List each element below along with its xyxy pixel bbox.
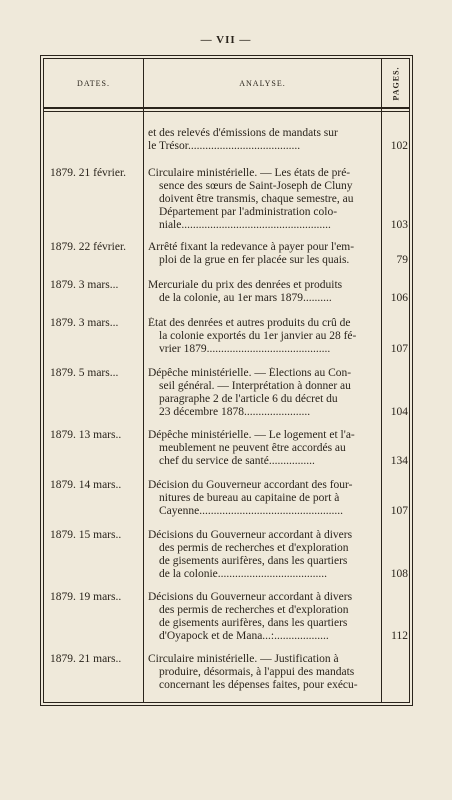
entry-analysis <box>148 529 376 581</box>
analysis-line: la colonie exportés du 1er janvier au 28 fé- <box>159 330 357 342</box>
analysis-line: Décision du Gouverneur accordant des four- <box>148 479 353 491</box>
entry-analysis <box>148 591 376 643</box>
analysis-line: Décisions du Gouverneur accordant à divers <box>148 591 353 603</box>
analysis-line: sence des sœurs de Saint-Joseph de Cluny <box>159 180 353 192</box>
analysis-line: le Trésor....................................... <box>148 140 301 152</box>
analysis-line: paragraphe 2 de l'article 6 du décret du <box>159 393 338 405</box>
analysis-line: nitures de bureau au capitaine de port à <box>159 492 340 504</box>
analysis-line: concernant les dépenses faites, pour exécu- <box>159 679 358 691</box>
header-dates: DATES. <box>77 78 110 88</box>
entry-date: 1879. 19 mars.. <box>50 591 122 603</box>
entry-analysis <box>148 241 376 267</box>
entry-page-number: 79 <box>396 254 408 266</box>
entry-analysis <box>148 479 376 518</box>
entry-date: 1879. 3 mars... <box>50 317 119 329</box>
analysis-line: de gisements aurifères, dans les quartiers <box>159 555 348 567</box>
header-rule-thin <box>44 111 409 112</box>
analysis-line: Dépêche ministérielle. — Le logement et l'a- <box>148 429 355 441</box>
entry-date: 1879. 21 mars.. <box>50 653 122 665</box>
analysis-line: seil général. — Interprétation à donner au <box>159 380 351 392</box>
entry-date: 1879. 22 février. <box>50 241 127 253</box>
entry-date: 1879. 13 mars.. <box>50 429 122 441</box>
entry-page-number: 107 <box>390 505 408 517</box>
analysis-line: Circulaire ministérielle. — Justification à <box>148 653 339 665</box>
entry-page-number: 134 <box>390 455 408 467</box>
entry-page-number: 104 <box>390 406 408 418</box>
entry-page-number: 106 <box>390 292 408 304</box>
analysis-line: Circulaire ministérielle. — Les états de pré- <box>148 167 351 179</box>
column-divider-dates <box>143 59 144 702</box>
entry-analysis <box>148 653 376 692</box>
analysis-line: 23 décembre 1878....................... <box>159 406 311 418</box>
analysis-line: vrier 1879........................................... <box>159 343 331 355</box>
index-table <box>43 58 410 703</box>
analysis-line: de la colonie...................................... <box>159 568 328 580</box>
entry-page-number: 108 <box>390 568 408 580</box>
page-number: — VII — <box>200 34 252 46</box>
analysis-line: niale.................................................... <box>159 219 331 231</box>
analysis-line: doivent être transmis, chaque semestre, au <box>159 193 354 205</box>
entry-date: 1879. 5 mars... <box>50 367 119 379</box>
entry-analysis <box>148 317 376 356</box>
entry-page-number: 112 <box>391 630 408 642</box>
analysis-line: État des denrées et autres produits du crû de <box>148 317 351 329</box>
analysis-line: Décisions du Gouverneur accordant à divers <box>148 529 353 541</box>
analysis-line: Arrêté fixant la redevance à payer pour l'em- <box>148 241 355 253</box>
entry-date: 1879. 21 février. <box>50 167 127 179</box>
analysis-line: ploi de la grue en fer placée sur les quais. <box>159 254 350 266</box>
analysis-line: chef du service de santé................ <box>159 455 315 467</box>
analysis-line: meublement ne peuvent être accordés au <box>159 442 346 454</box>
entry-analysis <box>148 127 376 153</box>
analysis-line: d'Oyapock et de Mana...:................... <box>159 630 329 642</box>
entry-analysis <box>148 279 376 305</box>
analysis-line: produire, désormais, à l'appui des mandats <box>159 666 355 678</box>
entry-date: 1879. 14 mars.. <box>50 479 122 491</box>
column-divider-pages <box>381 59 382 702</box>
entry-page-number: 107 <box>390 343 408 355</box>
entry-analysis <box>148 367 376 419</box>
analysis-line: Mercuriale du prix des denrées et produits <box>148 279 343 291</box>
analysis-line: de la colonie, au 1er mars 1879.......... <box>159 292 332 304</box>
analysis-line: des permis de recherches et d'exploration <box>159 542 349 554</box>
analysis-line: de gisements aurifères, dans les quartiers <box>159 617 348 629</box>
analysis-line: Département par l'administration colo- <box>159 206 338 218</box>
entry-analysis <box>148 167 376 232</box>
analysis-line: Cayenne.................................................. <box>159 505 343 517</box>
entry-page-number: 102 <box>390 140 408 152</box>
analysis-line: et des relevés d'émissions de mandats sur <box>148 127 338 139</box>
entry-page-number: 103 <box>390 219 408 231</box>
header-analyse: ANALYSE. <box>239 78 286 88</box>
header-pages-label: PAGES. <box>391 65 401 101</box>
header-rule <box>44 107 409 109</box>
entry-date: 1879. 15 mars.. <box>50 529 122 541</box>
analysis-line: Dépêche ministérielle. — Élections au Con- <box>148 367 352 379</box>
header-pages <box>382 59 410 107</box>
entry-analysis <box>148 429 376 468</box>
analysis-line: des permis de recherches et d'exploration <box>159 604 349 616</box>
entry-date: 1879. 3 mars... <box>50 279 119 291</box>
